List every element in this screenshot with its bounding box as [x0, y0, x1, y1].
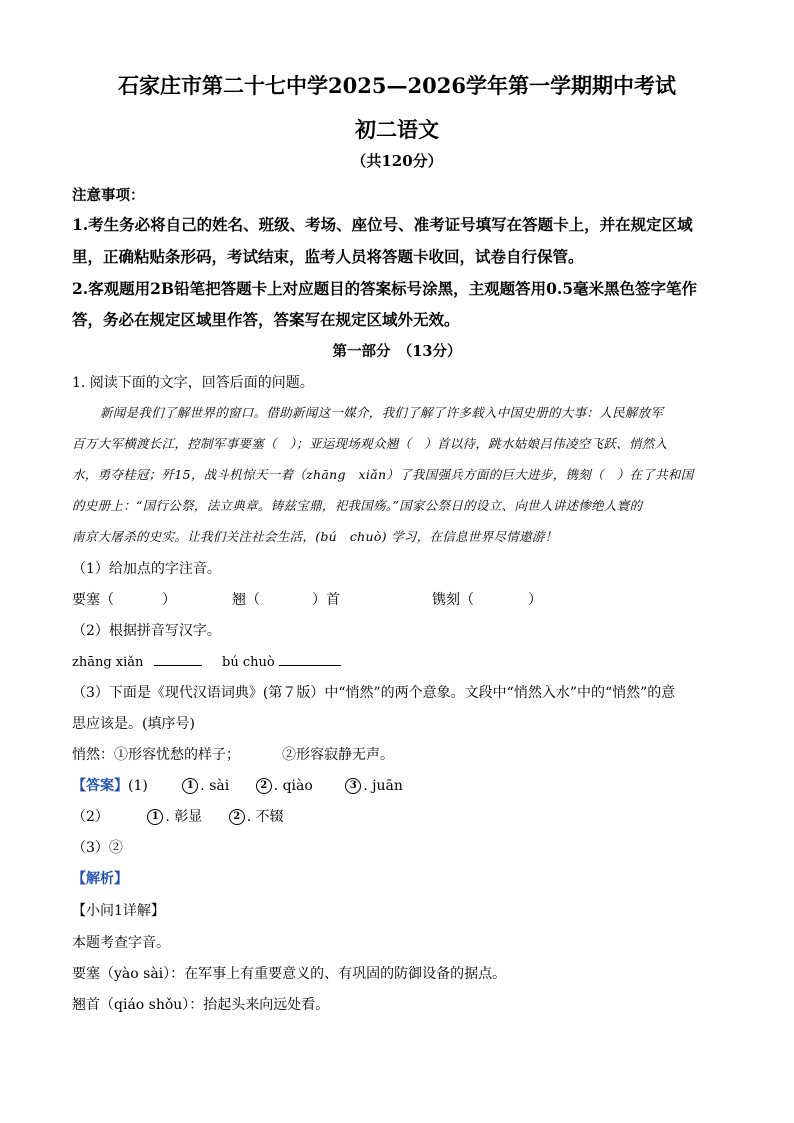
- sub2-pinyin-buchuo: [222, 651, 341, 670]
- notice-item1-line2: 里，正确粘贴条形码，考试结束，监考人员将答题卡收回，试卷自行保管。: [72, 247, 584, 266]
- answer-text: sài: [209, 778, 230, 794]
- answer-row-1: [72, 775, 403, 795]
- analysis-label: 【解析】: [72, 871, 128, 887]
- circled-number: 1: [182, 778, 198, 794]
- notice-item2-line2: 答，务必在规定区域里作答，答案写在规定区域外无效。: [72, 310, 460, 329]
- answer-label: 【答案】: [72, 778, 128, 794]
- answer-row1-prefix: (1): [128, 778, 148, 794]
- notice-item2-line1: 2.客观题用2B铅笔把答题卡上对应题目的答案标号涂黑，主观题答用0.5毫米黑色签字笔作: [72, 279, 698, 298]
- answer-text: qiào: [282, 778, 313, 794]
- answer-item: 1 . sài: [182, 778, 229, 794]
- answer-blank: [154, 651, 202, 666]
- answer-item: 3 . juān: [345, 778, 403, 794]
- circled-number: 2: [256, 778, 272, 794]
- sub1-item-juanke-open: 镌刻（: [432, 592, 474, 608]
- exam-title: 石家庄市第二十七中学2025—2026学年第一学期期中考试: [118, 73, 676, 98]
- answer-blank: [279, 651, 341, 666]
- sub-question-3-line1: （3）下面是《现代汉语词典》(第７版）中“悄然”的两个意象。文段中“悄然入水”中的“悄然”的意: [72, 685, 676, 701]
- answer-row-2: [72, 806, 284, 826]
- passage-line: 水，勇夺桂冠；歼15，战斗机惊天一着（zhāng xiǎn）了我国强兵方面的巨大进步，镌刻（ ）在了共和国: [72, 467, 694, 482]
- exam-subject: 初二语文: [355, 117, 439, 142]
- circled-number: 1: [147, 809, 163, 825]
- circled-number: 3: [345, 778, 361, 794]
- pinyin-zhangxian: zhāng xiǎn: [72, 655, 144, 670]
- sub1-item-qiao-close: ）首: [312, 592, 340, 608]
- circled-number: 2: [229, 809, 245, 825]
- answer-item: 2 . 不辍: [229, 809, 284, 825]
- part1-title: 第一部分 （13分）: [332, 343, 462, 360]
- analysis-line: 本题考查字音。: [72, 935, 170, 951]
- answer-row-3: （3）②: [72, 840, 123, 856]
- sub1-item-juanke-close: ）: [528, 592, 542, 608]
- sub2-pinyin-zhangxian: [72, 651, 202, 670]
- sub-question-1: （1）给加点的字注音。: [72, 561, 221, 577]
- answer-item: 2 . qiào: [256, 778, 313, 794]
- passage-line: 的史册上：“国行公祭，法立典章。铸兹宝鼎，祀我国殇。”国家公祭日的设立、向世人讲述惨绝人寰的: [72, 498, 643, 513]
- sub1-item-yaosai-open: 要塞（: [72, 592, 114, 608]
- notice-heading: 注意事项：: [72, 187, 145, 204]
- question1-stem: 1. 阅读下面的文字，回答后面的问题。: [72, 375, 314, 391]
- sub-question-2: （2）根据拼音写汉字。: [72, 623, 221, 639]
- answer-text: 不辍: [255, 809, 284, 825]
- analysis-subheading: 【小问1详解】: [72, 903, 165, 919]
- answer-row2-prefix: （2）: [72, 809, 109, 825]
- sub3-definition-1: 悄然：①形容忧愁的样子；: [72, 747, 240, 763]
- answer-text: 彰显: [174, 809, 203, 825]
- answer-text: juān: [372, 778, 403, 794]
- sub1-item-yaosai-close: ）: [162, 592, 176, 608]
- passage-line: 南京大屠杀的史实。让我们关注社会生活，(bú chuò) 学习，在信息世界尽情遨游！: [72, 529, 558, 544]
- exam-total-score: （共120分）: [351, 152, 443, 170]
- sub1-item-qiao-open: 翘（: [232, 592, 260, 608]
- passage-line: 新闻是我们了解世界的窗口。借助新闻这一媒介，我们了解了许多载入中国史册的大事：人民解放军: [100, 405, 664, 420]
- answer-item: 1 . 彰显: [147, 809, 202, 825]
- analysis-line: 要塞（yào sài）：在军事上有重要意义的、有巩固的防御设备的据点。: [72, 966, 507, 982]
- pinyin-buchuo: bú chuò: [222, 655, 275, 670]
- sub-question-3-line2: 思应该是。(填序号): [72, 716, 195, 732]
- passage-line: 百万大军横渡长江，控制军事要塞（ ）；亚运现场观众翘（ ）首以待，跳水姑娘吕伟凌空飞跃、悄然入: [72, 436, 668, 451]
- analysis-line: 翘首（qiáo shǒu）：抬起头来向远处看。: [72, 997, 330, 1013]
- notice-item1-line1: 1.考生务必将自己的姓名、班级、考场、座位号、准考证号填写在答题卡上，并在规定区域: [72, 215, 693, 234]
- sub3-definition-2: ②形容寂静无声。: [282, 747, 394, 763]
